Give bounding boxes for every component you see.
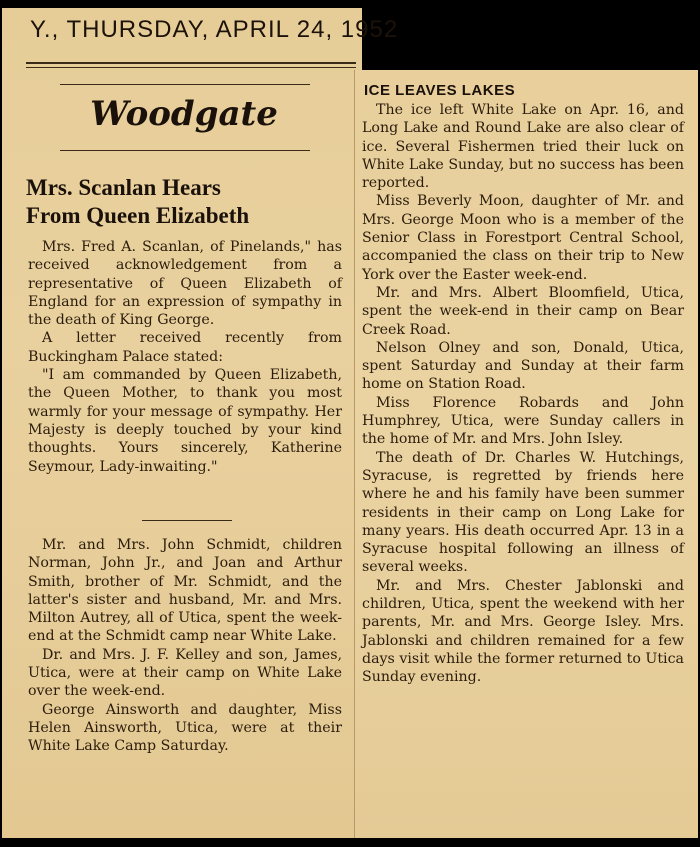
paragraph: Miss Florence Robards and John Humphrey, Utica, were Sunday callers in the home of Mr. and Mrs. John Isley.: [362, 394, 684, 448]
paragraph: Mr. and Mrs. Chester Jablonski and children, Utica, spent the weekend with her parents, Mr. and Mrs. George Isley. Mrs. Jablonski and children remained for a few days visit while the former returned to Utica Sunday evening.: [362, 577, 684, 686]
headline-line-1: Mrs. Scanlan Hears: [26, 175, 221, 200]
paragraph: Miss Beverly Moon, daughter of Mr. and Mrs. George Moon who is a member of the Senior Class in Forestport Central School, accompanied the class on their trip to New York over the Easter week-end.: [362, 193, 684, 283]
social-notes-right: [362, 101, 684, 687]
ice-leaves-lakes-heading: ICE LEAVES LAKES: [364, 82, 516, 99]
paragraph: A letter received recently from Buckingham Palace stated:: [28, 330, 342, 365]
paragraph: The death of Dr. Charles W. Hutchings, Syracuse, is regretted by friends here where he and his family have been summer residents in their camp on Long Lake for many years. His death occurred Apr. 13 in a Syracuse hospital following an illness of several weeks.: [362, 449, 684, 576]
article-queen-letter: [28, 238, 342, 476]
masthead: Woodgate: [90, 94, 278, 134]
paragraph: Mrs. Fred A. Scanlan, of Pinelands," has received acknowledgement from a representative of Queen Elizabeth of England for an expression of sympathy in the death of King George.: [28, 239, 342, 329]
paragraph: "I am commanded by Queen Elizabeth, the Queen Mother, to thank you most warmly for your message of sympathy. Her Majesty is deeply touched by your kind thoughts. Yours sincerely, Katherine Seymour, Lady-inwaiting.": [28, 367, 342, 475]
section-divider: [142, 520, 232, 521]
paragraph: George Ainsworth and daughter, Miss Helen Ainsworth, Utica, were at their White Lake Camp Saturday.: [28, 701, 342, 755]
paragraph: Dr. and Mrs. J. F. Kelley and son, James, Utica, were at their camp on White Lake over the week-end.: [28, 646, 342, 700]
dateline: Y., THURSDAY, APRIL 24, 1952: [30, 16, 399, 43]
social-notes-left: [28, 536, 342, 756]
masthead-rule-bottom: [60, 150, 310, 151]
paragraph: Nelson Olney and son, Donald, Utica, spent Saturday and Sunday at their farm home on Station Road.: [362, 339, 684, 393]
top-rule: [26, 62, 356, 64]
headline-line-2: From Queen Elizabeth: [26, 203, 250, 228]
paragraph: The ice left White Lake on Apr. 16, and Long Lake and Round Lake are also clear of ice. Several Fishermen tried their luck on White Lake Sunday, but no success has been reported.: [362, 102, 684, 192]
headline: [26, 174, 346, 230]
masthead-rule-top: [60, 84, 310, 85]
top-rule-thin: [26, 67, 356, 68]
paragraph: Mr. and Mrs. Albert Bloomfield, Utica, spent the week-end in their camp on Bear Creek Road.: [362, 284, 684, 338]
paragraph: Mr. and Mrs. John Schmidt, children Norman, John Jr., and Joan and Arthur Smith, brother of Mr. Schmidt, and the latter's sister and husband, Mr. and Mrs. Milton Autrey, all of Utica, spent the week-end at the Schmidt camp near White Lake.: [28, 537, 342, 645]
